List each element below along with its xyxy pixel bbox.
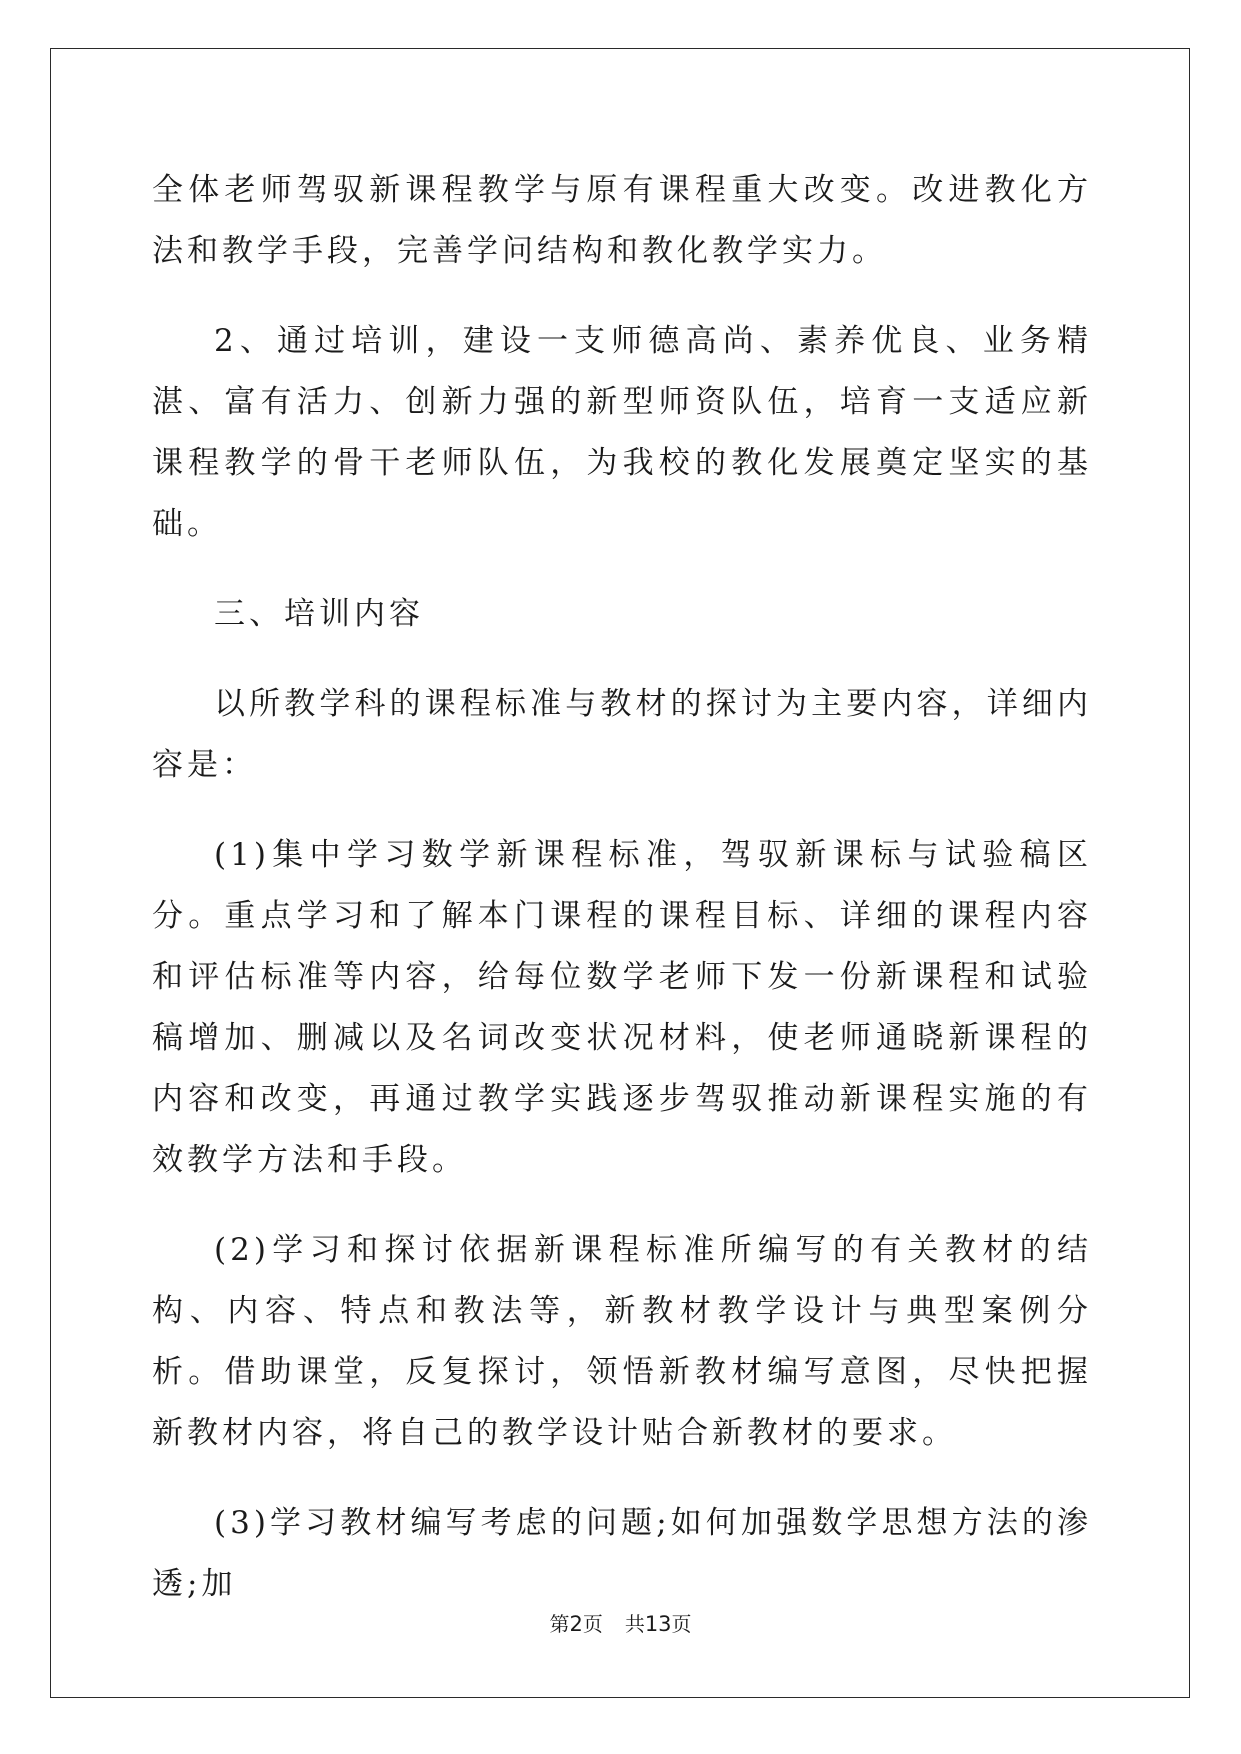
document-body [152, 160, 1092, 1644]
page-prefix: 第 [549, 1612, 570, 1636]
total-page-number: 13 [644, 1612, 672, 1636]
page-suffix: 页 [582, 1612, 603, 1636]
paragraph-5: (2)学习和探讨依据新课程标准所编写的有关教材的结构、内容、特点和教法等，新教材教学设计与典型案例分析。借助课堂，反复探讨，领悟新教材编写意图，尽快把握新教材内容，将自己的教学设计贴合新教材的要求。 [152, 1232, 1092, 1451]
page-footer [0, 1608, 1241, 1637]
paragraph-4: (1)集中学习数学新课程标准，驾驭新课标与试验稿区分。重点学习和了解本门课程的课程目标、详细的课程内容和评估标准等内容，给每位数学老师下发一份新课程和试验稿增加、删减以及名词改变状况材料，使老师通晓新课程的内容和改变，再通过教学实践逐步驾驭推动新课程实施的有效教学方法和手段。 [152, 837, 1092, 1178]
paragraph-3: 以所教学科的课程标准与教材的探讨为主要内容，详细内容是： [152, 686, 1092, 783]
paragraph-6: (3)学习教材编写考虑的问题;如何加强数学思想方法的渗透;加 [152, 1505, 1092, 1602]
current-page-number: 2 [569, 1612, 583, 1636]
paragraph-1: 全体老师驾驭新课程教学与原有课程重大改变。改进教化方法和教学手段，完善学问结构和教化教学实力。 [152, 172, 1092, 269]
section-heading: 三、培训内容 [214, 596, 424, 632]
total-suffix: 页 [671, 1612, 692, 1636]
total-prefix: 共 [624, 1612, 645, 1636]
paragraph-2: 2、通过培训，建设一支师德高尚、素养优良、业务精湛、富有活力、创新力强的新型师资队伍，培育一支适应新课程教学的骨干老师队伍，为我校的教化发展奠定坚实的基础。 [152, 323, 1092, 542]
